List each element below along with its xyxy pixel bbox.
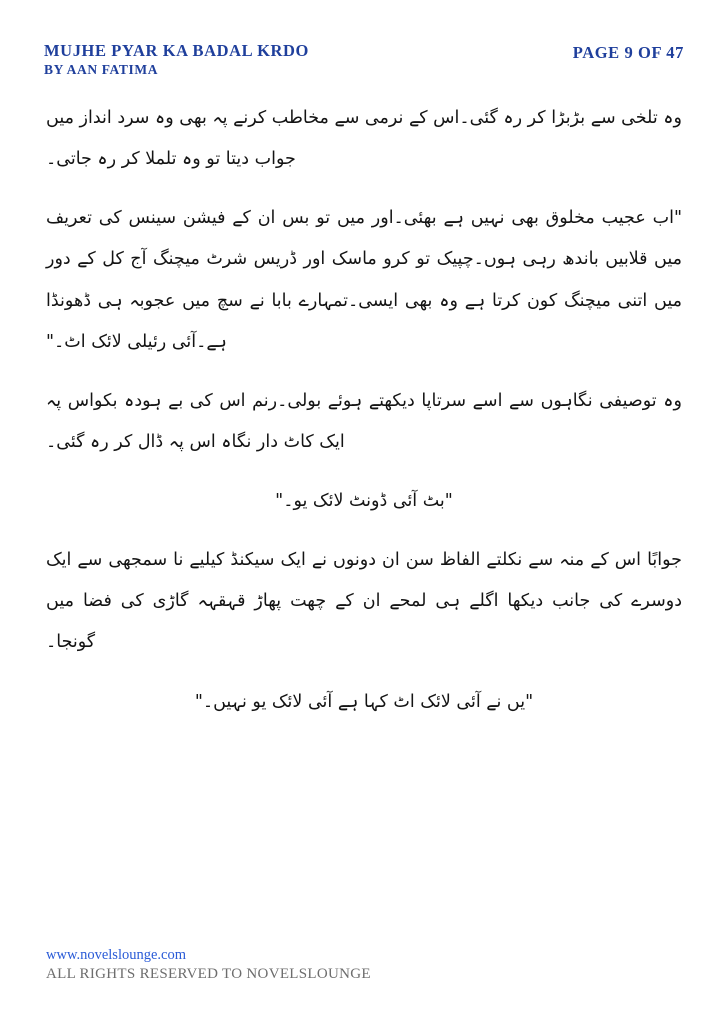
website-link[interactable]: www.novelslounge.com [46,947,187,964]
paragraph-3: وہ توصیفی نگاہوں سے اسے سرتاپا دیکھتے ہوئے بولی۔رنم اس کی بے ہودہ بکواس پہ ایک کاٹ دار نگاہ اس پہ ڈال کر رہ گئی۔ [46,390,682,452]
paragraph-6: "یں نے آئی لائک اٹ کہا ہے آئی لائک یو نہیں۔" [194,691,534,712]
book-title-block [44,42,309,77]
paragraph-1: وہ تلخی سے بڑبڑا کر رہ گئی۔اس کے نرمی سے مخاطب کرنے پہ بھی وہ سرد انداز میں جواب دیتا تو وہ تلملا کر رہ جاتی۔ [46,108,682,170]
paragraph-4: "بٹ آئی ڈونٹ لائک یو۔" [275,491,453,511]
paragraph-2: "اب عجیب مخلوق بھی نہیں ہے بھئی۔اور میں تو بس ان کے فیشن سینس کی تعریف میں قلابیں باندھ رہی ہوں۔چپیک تو کرو ماسک اور ڈریس شرٹ میچنگ آج کل کے دور میں اتنی میچنگ کون کرتا ہے وہ بھی ایسی۔تمہارے بابا نے سچ میں عجوبہ ہی ڈھونڈا ہے۔آئی رئیلی لائک اٹ۔" [46,208,682,352]
page-header [44,42,684,77]
page-indicator: PAGE 9 OF 47 [572,43,684,62]
page-content [46,98,682,741]
book-author: BY AAN FATIMA [44,61,159,77]
copyright-notice: ALL RIGHTS RESERVED TO NOVELSLOUNGE [46,966,371,983]
page-footer [46,946,371,984]
book-title: MUJHE PYAR KA BADAL KRDO [44,41,309,60]
paragraph-5: جوابًا اس کے منہ سے نکلتے الفاظ سن ان دونوں نے ایک سیکنڈ کیلیے نا سمجھی سے ایک دوسرے کی جانب دیکھا اگلے ہی لمحے ان کے چھت پھاڑ قہقہہ گاڑی کی فضا میں گونجا۔ [46,550,682,653]
